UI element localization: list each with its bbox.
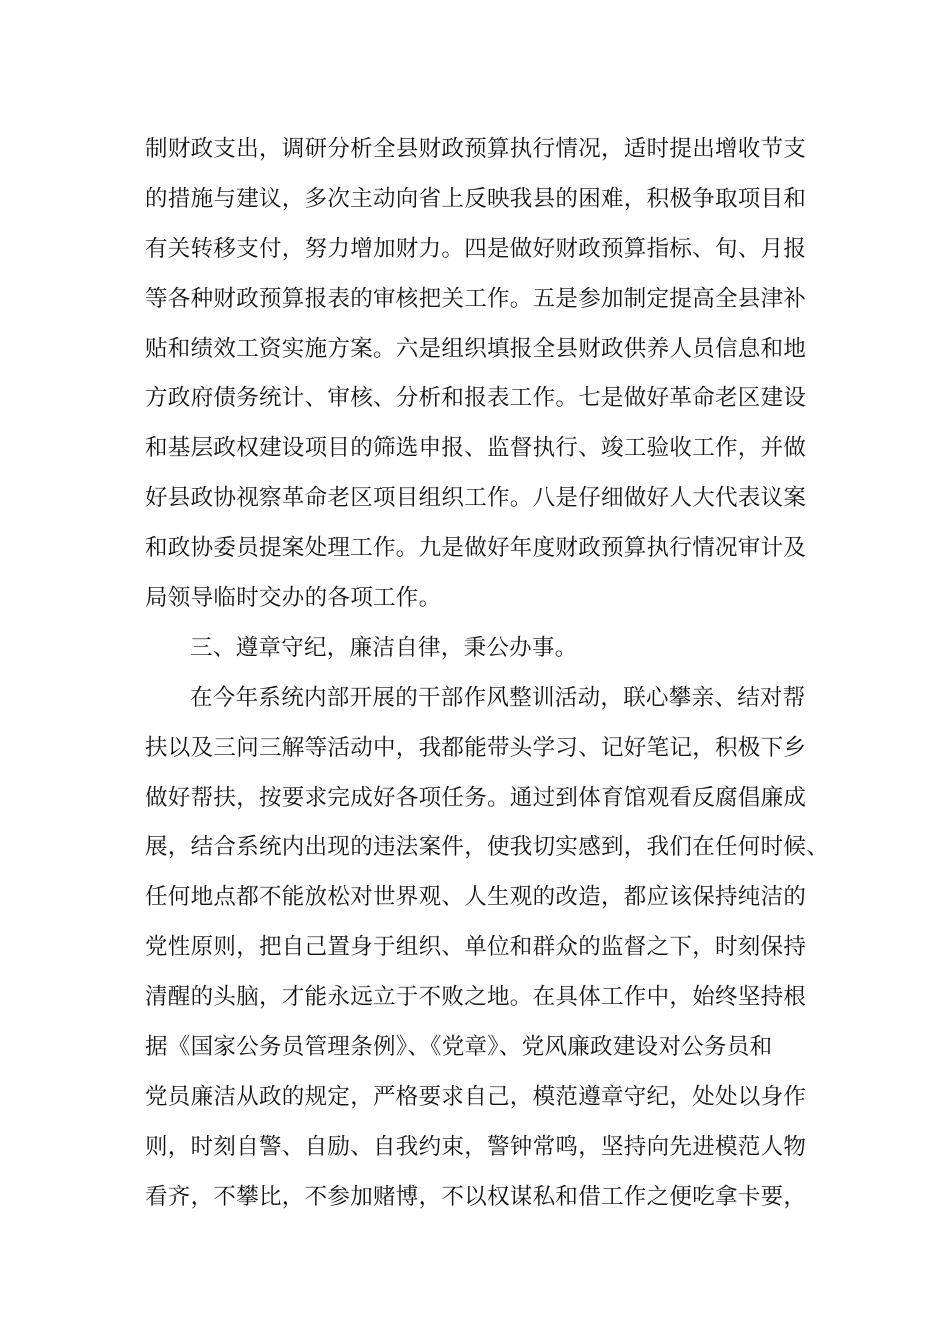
text-line: 党员廉洁从政的规定，严格要求自己，模范遵章守纪，处处以身作 [145,1083,807,1110]
text-line: 清醒的头脑，才能永远立于不败之地。在具体工作中，始终坚持根 [145,984,807,1011]
text-line: 有关转移支付，努力增加财力。四是做好财政预算指标、旬、月报 [145,235,807,262]
text-line: 在今年系统内部开展的干部作风整训活动，联心攀亲、结对帮 [190,684,806,711]
text-line: 党性原则，把自己置身于组织、单位和群众的监督之下，时刻保持 [145,934,807,961]
text-line: 好县政协视察革命老区项目组织工作。八是仔细做好人大代表议案 [145,485,807,512]
text-line: 任何地点都不能放松对世界观、人生观的改造，都应该保持纯洁的 [145,884,807,911]
text-line: 和政协委员提案处理工作。九是做好年度财政预算执行情况审计及 [145,535,807,562]
text-line: 贴和绩效工资实施方案。六是组织填报全县财政供养人员信息和地 [145,335,807,362]
section-heading: 三、遵章守纪，廉洁自律，秉公办事。 [190,634,578,661]
text-line: 局领导临时交办的各项工作。 [145,585,442,612]
text-line: 制财政支出，调研分析全县财政预算执行情况，适时提出增收节支 [145,136,807,162]
text-line: 看齐，不攀比，不参加赌博，不以权谋私和借工作之便吃拿卡要， [145,1183,807,1210]
text-line: 和基层政权建设项目的筛选申报、监督执行、竣工验收工作，并做 [145,435,807,462]
text-line: 展，结合系统内出现的违法案件，使我切实感到，我们在任何时候、 [145,834,830,861]
text-line: 方政府债务统计、审核、分析和报表工作。七是做好革命老区建设 [145,385,807,412]
text-line: 做好帮扶，按要求完成好各项任务。通过到体育馆观看反腐倡廉成 [145,784,807,811]
text-line: 等各种财政预算报表的审核把关工作。五是参加制定提高全县津补 [145,285,807,312]
body-text [145,125,845,1223]
text-line: 据《国家公务员管理条例》、《党章》、党风廉政建设对公务员和 [145,1034,773,1061]
text-line: 扶以及三问三解等活动中，我都能带头学习、记好笔记，积极下乡 [145,734,807,761]
text-line: 则，时刻自警、自励、自我约束，警钟常鸣，坚持向先进模范人物 [145,1133,807,1160]
text-line: 的措施与建议，多次主动向省上反映我县的困难，积极争取项目和 [145,185,807,212]
